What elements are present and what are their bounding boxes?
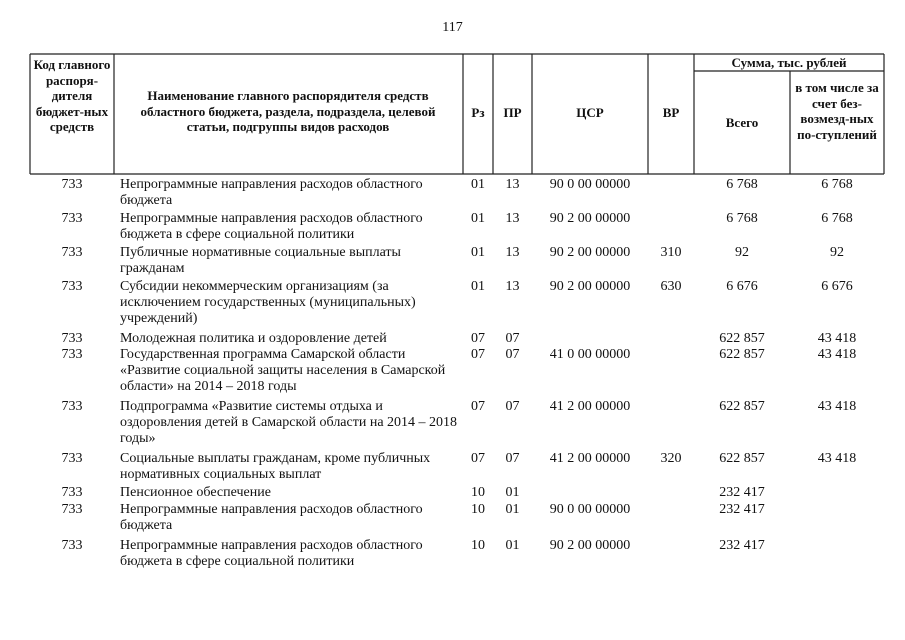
cell-name: Непрограммные направления расходов областного бюджета (120, 502, 423, 533)
cell-incl: 43 418 (817, 399, 857, 414)
header-rz: Рз (471, 105, 485, 120)
cell-total: 622 857 (719, 451, 765, 466)
cell-pr: 07 (505, 399, 520, 414)
cell-total: 622 857 (719, 331, 765, 346)
header-csr: ЦСР (576, 105, 604, 120)
cell-rz: 01 (471, 211, 485, 226)
cell-name: Непрограммные направления расходов областного бюджета в сфере социальной политики (120, 538, 423, 569)
cell-name: Субсидии некоммерческим организациям (за исключением государственных (муниципальных) учреждений) (120, 279, 416, 326)
cell-code: 733 (61, 399, 83, 414)
cell-pr: 13 (505, 245, 520, 260)
cell-name: Социальные выплаты гражданам, кроме публичных нормативных социальных выплат (120, 451, 431, 482)
cell-rz: 07 (471, 399, 485, 414)
cell-pr: 01 (505, 538, 520, 553)
cell-total: 232 417 (719, 538, 765, 553)
cell-incl: 6 768 (821, 177, 853, 192)
cell-pr: 01 (505, 502, 520, 517)
cell-csr: 90 0 00 00000 (549, 177, 631, 192)
header-code: Код главного распоря-дителя бюджет-ных средств (33, 57, 111, 134)
cell-total: 232 417 (719, 485, 765, 500)
header-name: Наименование главного распорядителя средств областного бюджета, раздела, подраздела, целевой статьи, подгруппы видов расходов (140, 88, 436, 134)
cell-rz: 10 (471, 502, 485, 517)
cell-code: 733 (61, 211, 83, 226)
cell-rz: 01 (471, 245, 485, 260)
cell-csr: 90 2 00 00000 (549, 245, 631, 260)
cell-pr: 07 (505, 451, 520, 466)
cell-total: 6 768 (726, 211, 758, 226)
cell-total: 232 417 (719, 502, 765, 517)
cell-incl: 6 676 (821, 279, 853, 294)
cell-name: Молодежная политика и оздоровление детей (120, 331, 387, 346)
cell-code: 733 (61, 279, 83, 294)
header-incl: в том числе за счет без-возмезд-ных по-ступлений (795, 80, 879, 142)
cell-csr: 90 2 00 00000 (549, 279, 631, 294)
cell-csr: 90 2 00 00000 (549, 538, 631, 553)
header-sum: Сумма, тыс. рублей (731, 55, 847, 70)
cell-total: 622 857 (719, 399, 765, 414)
cell-name: Подпрограмма «Развитие системы отдыха и оздоровления детей в Самарской области на 2014 – 2018 годы» (120, 399, 458, 446)
cell-rz: 01 (471, 177, 485, 192)
cell-code: 733 (61, 451, 83, 466)
cell-code: 733 (61, 347, 83, 362)
cell-incl: 43 418 (817, 451, 857, 466)
cell-name: Пенсионное обеспечение (120, 485, 271, 500)
cell-incl: 6 768 (821, 211, 853, 226)
cell-vr: 310 (660, 245, 682, 260)
cell-pr: 07 (505, 331, 520, 346)
cell-csr: 90 0 00 00000 (549, 502, 631, 517)
cell-rz: 07 (471, 451, 485, 466)
cell-total: 622 857 (719, 347, 765, 362)
cell-total: 6 676 (726, 279, 758, 294)
cell-pr: 13 (505, 279, 520, 294)
cell-rz: 07 (471, 331, 485, 346)
cell-incl: 43 418 (817, 347, 857, 362)
cell-csr: 41 2 00 00000 (549, 451, 631, 466)
cell-rz: 10 (471, 538, 485, 553)
header-pr: ПР (503, 105, 522, 120)
cell-csr: 41 0 00 00000 (549, 347, 631, 362)
cell-pr: 01 (505, 485, 520, 500)
cell-total: 6 768 (726, 177, 758, 192)
cell-code: 733 (61, 485, 83, 500)
cell-vr: 630 (660, 279, 682, 294)
cell-name: Государственная программа Самарской области «Развитие социальной защиты населения в Самарской области» на 2014 – 2018 годы (120, 347, 446, 394)
cell-pr: 13 (505, 211, 520, 226)
cell-vr: 320 (660, 451, 682, 466)
page-number: 117 (442, 20, 463, 35)
cell-csr: 41 2 00 00000 (549, 399, 631, 414)
cell-total: 92 (735, 245, 749, 260)
cell-pr: 07 (505, 347, 520, 362)
cell-code: 733 (61, 538, 83, 553)
cell-rz: 07 (471, 347, 485, 362)
cell-rz: 01 (471, 279, 485, 294)
cell-code: 733 (61, 502, 83, 517)
cell-pr: 13 (505, 177, 520, 192)
cell-incl: 43 418 (817, 331, 857, 346)
cell-incl: 92 (830, 245, 844, 260)
cell-code: 733 (61, 245, 83, 260)
cell-name: Непрограммные направления расходов областного бюджета в сфере социальной политики (120, 211, 423, 242)
cell-code: 733 (61, 331, 83, 346)
cell-name: Непрограммные направления расходов областного бюджета (120, 177, 423, 208)
cell-code: 733 (61, 177, 83, 192)
cell-csr: 90 2 00 00000 (549, 211, 631, 226)
header-total: Всего (725, 115, 759, 130)
cell-rz: 10 (471, 485, 485, 500)
header-vr: ВР (662, 105, 680, 120)
cell-name: Публичные нормативные социальные выплаты гражданам (120, 245, 401, 276)
